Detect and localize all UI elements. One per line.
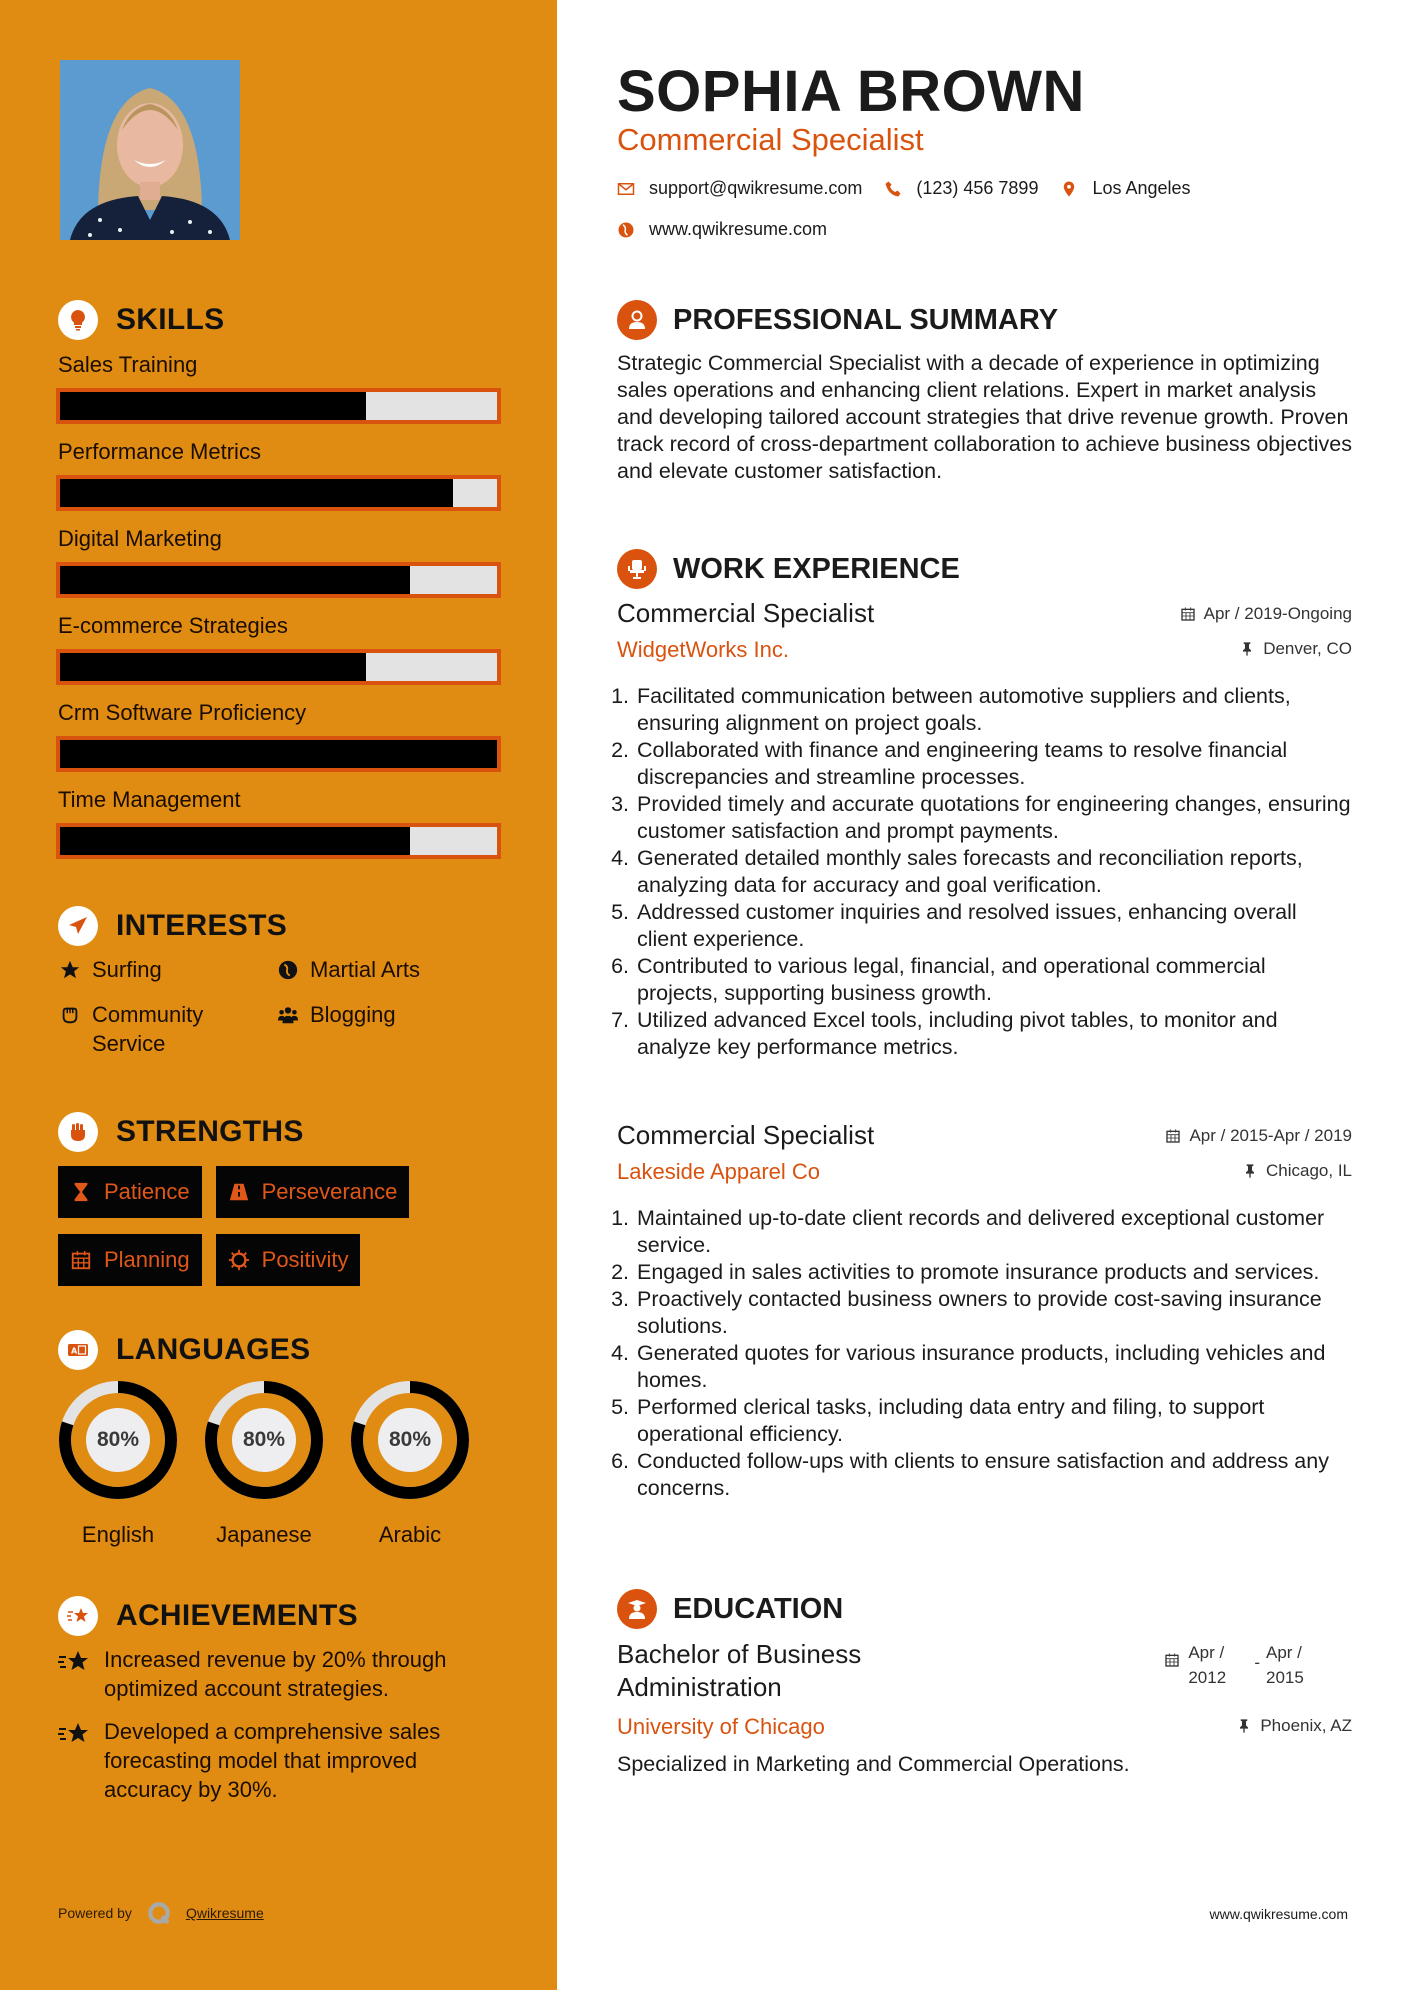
strength-label: Positivity [261,1247,349,1272]
skill-bar [56,736,501,772]
interest-label: Surfing [92,957,162,982]
degree: Bachelor of Business Administration [617,1639,862,1702]
experience-title: WORK EXPERIENCE [673,552,960,585]
education-start: Apr / 2012 [1188,1643,1227,1687]
translate-icon [58,1330,98,1370]
contact-row [617,178,1213,199]
skill-label: Time Management [58,787,241,812]
contact-row-website [617,219,849,240]
job-dates-text: Apr / 2015-Apr / 2019 [1189,1126,1352,1145]
skill-item [58,437,503,524]
job-location-text: Denver, CO [1263,639,1352,658]
skill-label: Sales Training [58,352,198,377]
interest-item [58,1000,276,1058]
fist-icon [58,1112,98,1152]
skill-bar [56,649,501,685]
education-dates [1164,1638,1326,1690]
strengths-title: STRENGTHS [116,1115,304,1148]
job-title: Commercial Specialist [617,598,875,628]
skills-list [58,350,503,872]
skill-label: E-commerce Strategies [58,613,288,638]
interest-label: Community Service [92,1002,204,1056]
svg-text:A: A [71,1346,78,1356]
skill-bar [56,562,501,598]
languages-heading [58,1330,310,1370]
skills-heading [58,300,224,340]
calendar-icon [1180,606,1196,622]
languages-title: LANGUAGES [116,1333,311,1366]
calendar-icon [70,1249,92,1271]
skill-label: Performance Metrics [58,439,261,464]
interest-item [276,1000,496,1058]
sidebar [0,0,557,1990]
language-progress-ring [58,1380,178,1500]
interest-item [58,955,276,984]
language-progress-ring [350,1380,470,1500]
skill-item [58,698,503,785]
qwikresume-logo-icon [146,1900,172,1926]
interests-heading [58,906,287,946]
footer-website-link[interactable]: www.qwikresume.com [1209,1906,1348,1922]
interests-list [58,955,498,1058]
education-heading [617,1589,843,1629]
powered-by [58,1900,264,1926]
strength-badge [58,1166,202,1218]
job-bullet: 5. Performed clerical tasks, including data entry and filing, to support operational efficiency. [635,1394,1352,1448]
star-icon [58,955,82,984]
job-dates [1180,604,1352,624]
job-bullet: 4. Generated detailed monthly sales forecasts and reconciliation reports, analyzing data for accuracy and goal verification. [635,845,1352,899]
skill-label: Crm Software Proficiency [58,700,307,725]
job-location-text: Chicago, IL [1266,1161,1352,1180]
job-entry [617,598,1352,1061]
education-end: Apr / 2015 [1266,1643,1304,1687]
skill-label: Digital Marketing [58,526,222,551]
job-location [1242,1161,1352,1181]
map-pin-icon [1060,180,1078,198]
language-progress-ring [204,1380,324,1500]
interest-item [276,955,496,984]
main-column [557,0,1407,1990]
job-bullet: 3. Proactively contacted business owners to provide cost-saving insurance solutions. [635,1286,1352,1340]
job-dates [1165,1126,1352,1146]
qwikresume-link[interactable]: Qwikresume [185,1905,264,1921]
skill-bar-fill [60,827,410,855]
strength-badge [216,1166,410,1218]
language-label: Japanese [216,1522,312,1547]
school-name: University of Chicago [617,1714,825,1739]
language-item [204,1380,324,1548]
skill-bar-fill [60,392,366,420]
interests-title: INTERESTS [116,909,288,942]
education-entry [617,1638,1352,1777]
language-label: English [81,1522,155,1547]
road-icon [228,1181,250,1203]
interest-label: Martial Arts [310,957,421,982]
language-percent: 80% [86,1408,150,1472]
phone-text[interactable]: (123) 456 7899 [916,178,1039,198]
education-date-separator: - [1254,1653,1260,1672]
education-title: EDUCATION [673,1592,844,1625]
shooting-star-icon [58,1717,90,1804]
language-item [58,1380,178,1548]
contact-website [617,219,827,240]
website-link[interactable]: www.qwikresume.com [649,219,828,239]
office-chair-icon [617,549,657,589]
summary-heading [617,300,1058,340]
achievement-text: Developed a comprehensive sales forecasting model that improved accuracy by 30%. [104,1719,441,1802]
skill-item [58,611,503,698]
shooting-star-icon [58,1596,98,1636]
strength-label: Perseverance [261,1179,398,1204]
achievement-item [58,1645,508,1703]
job-title: Commercial Specialist [617,1120,875,1150]
job-bullet: 7. Utilized advanced Excel tools, including pivot tables, to monitor and analyze key performance metrics. [635,1007,1352,1061]
email-text[interactable]: support@qwikresume.com [649,178,863,198]
hand-icon [58,1000,82,1029]
job-location [1239,639,1352,659]
skill-bar [56,475,501,511]
pushpin-icon [1236,1718,1252,1734]
language-percent: 80% [232,1408,296,1472]
strength-label: Patience [104,1179,190,1204]
calendar-icon [1164,1652,1180,1668]
job-bullet: 6. Contributed to various legal, financial, and operational commercial projects, supporting business growth. [635,953,1352,1007]
job-bullet: 3. Provided timely and accurate quotations for engineering changes, ensuring customer satisfaction and prompt payments. [635,791,1352,845]
pushpin-icon [1242,1163,1258,1179]
skill-bar-fill [60,653,366,681]
powered-by-label: Powered by [58,1905,132,1921]
languages-list [58,1380,470,1548]
hourglass-icon [70,1181,92,1203]
strengths-list [58,1166,508,1286]
strengths-heading [58,1112,304,1152]
profile-photo-illustration [60,60,240,240]
skill-bar-fill [60,479,453,507]
education-location [1236,1716,1352,1736]
pushpin-icon [1239,641,1255,657]
skill-bar [56,823,501,859]
achievements-heading [58,1596,358,1636]
paper-plane-icon [58,906,98,946]
envelope-icon [617,180,635,198]
achievement-item [58,1717,508,1804]
profile-photo [60,60,240,240]
globe-icon [617,221,635,239]
job-bullet: 2. Collaborated with finance and engineering teams to resolve financial discrepancies and streamline processes. [635,737,1352,791]
contact-phone [884,178,1038,199]
contact-email [617,178,862,199]
candidate-name: SOPHIA BROWN [617,59,1085,124]
globe-icon [276,955,300,984]
job-company: Lakeside Apparel Co [617,1159,821,1184]
candidate-role: Commercial Specialist [617,122,924,157]
interest-label: Blogging [310,1002,396,1027]
skill-bar-fill [60,740,497,768]
job-bullet: 1. Facilitated communication between automotive suppliers and clients, ensuring alignment on project goals. [635,683,1352,737]
skills-title: SKILLS [116,303,225,336]
skill-item [58,785,503,872]
achievements-list [58,1645,508,1818]
job-bullet: 2. Engaged in sales activities to promote insurance products and services. [635,1259,1352,1286]
strength-label: Planning [104,1247,190,1272]
lightbulb-icon [58,300,98,340]
education-description: Specialized in Marketing and Commercial Operations. [617,1752,1130,1776]
job-entry [617,1120,1352,1502]
language-item [350,1380,470,1548]
job-company: WidgetWorks Inc. [617,637,789,662]
job-bullets [617,683,1352,1061]
strength-badge [58,1234,202,1286]
skill-item [58,350,503,437]
skill-bar-fill [60,566,410,594]
job-bullet: 1. Maintained up-to-date client records and delivered exceptional customer service. [635,1205,1352,1259]
job-bullets [617,1205,1352,1502]
education-location-text: Phoenix, AZ [1260,1716,1352,1735]
job-bullet: 4. Generated quotes for various insurance products, including vehicles and homes. [635,1340,1352,1394]
strength-badge [216,1234,361,1286]
summary-title: PROFESSIONAL SUMMARY [673,303,1059,336]
job-bullet: 6. Conducted follow-ups with clients to ensure satisfaction and address any concerns. [635,1448,1352,1502]
sun-icon [228,1249,250,1271]
users-icon [276,1000,300,1029]
user-icon [617,300,657,340]
summary-text: Strategic Commercial Specialist with a decade of experience in optimizing sales operations and enhancing client relations. Expert in market analysis and developing tailored account strategies that drive revenue growth. Proven track record of cross-department collaboration to achieve business objectives and elevate customer satisfaction. [617,351,1352,483]
language-percent: 80% [378,1408,442,1472]
contact-location [1060,178,1190,199]
job-dates-text: Apr / 2019-Ongoing [1203,604,1352,623]
experience-heading [617,549,960,589]
language-label: Arabic [378,1522,442,1547]
phone-icon [884,180,902,198]
job-bullet: 5. Addressed customer inquiries and resolved issues, enhancing overall client experience. [635,899,1352,953]
achievement-text: Increased revenue by 20% through optimized account strategies. [104,1647,447,1701]
skill-item [58,524,503,611]
achievements-title: ACHIEVEMENTS [116,1599,358,1632]
graduate-icon [617,1589,657,1629]
location-text: Los Angeles [1092,178,1191,198]
calendar-icon [1165,1128,1181,1144]
skill-bar [56,388,501,424]
shooting-star-icon [58,1645,90,1703]
